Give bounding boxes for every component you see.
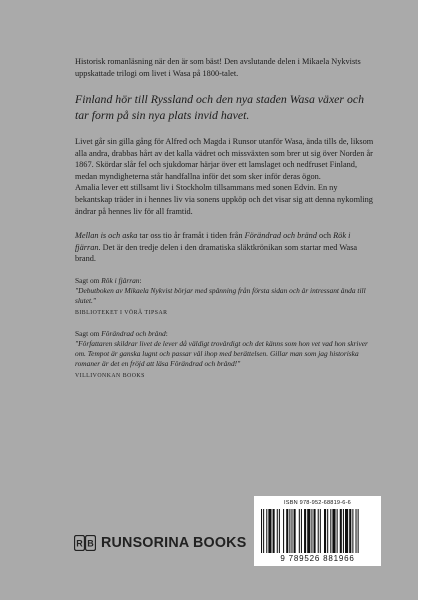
barcode-bar: [263, 509, 264, 553]
review-book-title: Rök i fjärran: [101, 275, 140, 285]
barcode-bar: [352, 509, 353, 553]
barcode-bar: [330, 509, 331, 553]
review-header-prefix: Sagt om: [75, 328, 102, 338]
rb-logo-icon: [74, 535, 96, 551]
series-note: [75, 230, 375, 265]
barcode-bar: [320, 509, 321, 553]
barcode-icon: [259, 509, 376, 555]
review-header: [75, 329, 375, 339]
svg-text:R: R: [76, 538, 83, 549]
svg-text:B: B: [87, 538, 94, 549]
barcode-bar: [343, 509, 344, 553]
barcode-bar: [304, 509, 306, 553]
review-2: [75, 329, 375, 381]
review-header-prefix: Sagt om: [75, 275, 102, 285]
barcode-digits: 9 789526 881966: [280, 554, 355, 563]
barcode-bar: [291, 509, 292, 553]
publisher-mark: [74, 535, 246, 551]
barcode-bar: [289, 509, 290, 553]
barcode-bar: [268, 509, 271, 553]
intro-text: Historisk romanläsning när den är som bäst! Den avslutande delen i Mikaela Nykvists uppskattade trilogi om livet i Wasa på 1800-talet.: [75, 57, 361, 78]
barcode-bar: [273, 509, 275, 553]
barcode-bar: [261, 509, 262, 553]
review-header: [75, 276, 375, 286]
review-1: [75, 276, 375, 318]
cover-text: [75, 56, 375, 381]
barcode-bar: [349, 509, 351, 553]
barcode-bar: [358, 509, 359, 553]
barcode-bar: [279, 509, 280, 553]
series-note-text-a: tar oss tio år framåt i tiden från: [137, 231, 245, 241]
page-edge: [418, 0, 423, 600]
barcode-bar: [318, 509, 319, 553]
tagline: Finland hör till Ryssland och den nya staden Wasa växer och tar form på sin nya plats invid havet.: [75, 92, 364, 122]
review-book-title: Förändrad och bränd: [101, 328, 166, 338]
barcode-bar: [340, 509, 342, 553]
barcode-bar: [286, 509, 288, 553]
title-mellan-is-och-aska: Mellan is och aska: [75, 231, 138, 241]
review-source: BIBLIOTEKET I VÖRÅ TIPSAR: [75, 309, 168, 316]
isbn-text: ISBN 978-952-68819-6-6: [284, 500, 351, 506]
synopsis-paragraph-2: Amalia lever ett stillsamt liv i Stockholm tillsammans med sonen Edvin. En ny bekantskap träder in i hennes liv via sonens uppköp och det visar sig att denna nykomling ändrar på hennes liv för all framtid.: [75, 183, 373, 216]
series-note-text-b: och: [316, 231, 334, 241]
synopsis-paragraph-1: Livet går sin gilla gång för Alfred och Magda i Runsor utanför Wasa, ända tills de, liksom alla andra, drabbas hårt av det kalla vädret och missväxten som brer ut sig över Norden år 1867. Skördar slår fel och sjukdomar härjar över ett lamslaget och nedfruset Finland, medan myndigheterna står handfallna inför det som sker inför deras ögon.: [75, 137, 374, 181]
barcode-bar: [299, 509, 300, 553]
publisher-name: RUNSORINA BOOKS: [101, 535, 247, 551]
review-quote: "Författaren skildrar livet de lever då väldigt trovärdigt och det känns som hon vet vad hon skriver om. Tempot är ganska lugnt och passar väl ihop med berättelsen. Gillar man som jag historiska romaner är det en fröjd att läsa Förändrad och bränd!": [75, 338, 368, 369]
title-rok-i-fjarran: Rök i fjärran: [75, 231, 351, 252]
barcode-bar: [311, 509, 312, 553]
barcode-bar: [283, 509, 284, 553]
barcode-bar: [307, 509, 310, 553]
barcode-bar: [277, 509, 278, 553]
barcode-panel: [254, 496, 381, 566]
review-header-suffix: :: [139, 275, 142, 285]
barcode-bar: [314, 509, 316, 553]
barcode-bar: [294, 509, 296, 553]
series-note-text-c: . Det är den tredje delen i den dramatiska släktkrönikan som startar med Wasa brand.: [75, 242, 358, 264]
barcode-bar: [332, 509, 335, 553]
title-forandrad-och-brand: Förändrad och bränd: [244, 231, 317, 241]
barcode-bar: [324, 509, 326, 553]
barcode-bar: [301, 509, 302, 553]
barcode-bar: [345, 509, 348, 553]
barcode-bar: [337, 509, 338, 553]
review-quote: "Debutboken av Mikaela Nykvist börjar med spänning från första sidan och är intressant ända till slutet.": [75, 286, 366, 306]
review-header-suffix: :: [165, 328, 168, 338]
barcode-bar: [356, 509, 357, 553]
barcode-bar: [266, 509, 267, 553]
barcode-bar: [327, 509, 328, 553]
review-source: VILLIVONKAN BOOKS: [75, 372, 145, 379]
